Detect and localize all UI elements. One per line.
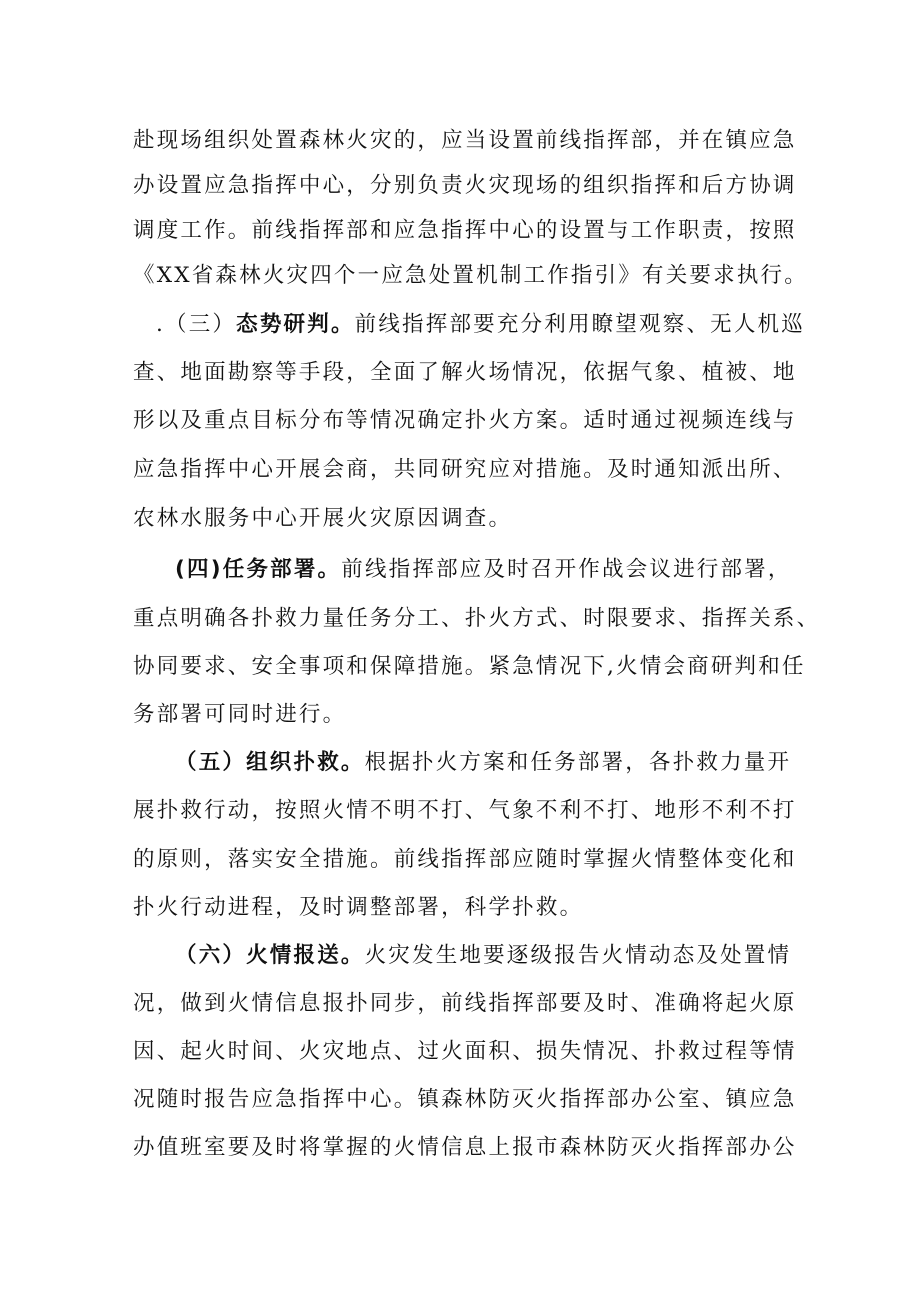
section-number: .（三） (156, 312, 237, 337)
text-line (133, 1085, 803, 1115)
line-text: 根据扑火方案和任务部署，各扑救力量开 (364, 750, 792, 775)
line-text: 形以及重点目标分布等情况确定扑火方案。适时通过视频连线与 (133, 408, 797, 433)
section-title: 态势研判。 (236, 312, 355, 337)
line-text: 调度工作。前线指挥部和应急指挥中心的设置与工作职责，按照 (133, 218, 797, 243)
line-text: 况，做到火情信息报扑同步，前线指挥部要及时、准确将起火原 (133, 991, 797, 1016)
text-line (133, 700, 803, 730)
section-heading-line (175, 748, 845, 778)
line-text: 《XX省森林火灾四个一应急处置机制工作指引》有关要求执行。 (133, 263, 808, 288)
line-text: 前线指挥部要充分利用瞭望观察、无人机巡 (354, 312, 805, 337)
line-text: 的原则，落实安全措施。前线指挥部应随时掌握火情整体变化和 (133, 847, 797, 872)
line-text: 扑火行动进程，及时调整部署，科学扑救。 (133, 895, 584, 920)
section-heading-line (175, 555, 845, 585)
line-text: 前线指挥部应及时召开作战会议进行部署， (341, 557, 792, 582)
line-text: 务部署可同时进行。 (133, 702, 347, 727)
section-title: （五）组织扑救。 (175, 750, 365, 775)
text-line (133, 796, 803, 826)
line-text: 火灾发生地要逐级报告火情动态及处置情 (364, 943, 792, 968)
line-text: 办值班室要及时将掌握的火情信息上报市森林防灭火指挥部办公 (133, 1135, 797, 1160)
text-line (133, 261, 808, 291)
text-line (133, 845, 803, 875)
line-text: 查、地面勘察等手段，全面了解火场情况，依据气象、植被、地 (133, 360, 797, 385)
line-text: 展扑救行动，按照火情不明不打、气象不利不打、地形不利不打 (133, 798, 797, 823)
text-line (133, 1037, 803, 1067)
section-heading-line (156, 310, 826, 340)
line-text: 协同要求、安全事项和保障措施。紧急情况下,火情会商研判和任 (133, 654, 806, 679)
line-text: 办设置应急指挥中心，分别负责火灾现场的组织指挥和后方协调 (133, 173, 797, 198)
line-text: 农林水服务中心开展火灾原因调查。 (133, 506, 513, 531)
text-line (133, 1133, 803, 1163)
text-line (133, 504, 803, 534)
text-line (133, 893, 803, 923)
line-text: 况随时报告应急指挥中心。镇森林防灭火指挥部办公室、镇应急 (133, 1087, 797, 1112)
line-text: 重点明确各扑救力量任务分工、扑火方式、时限要求、指挥关系、 (133, 606, 821, 631)
text-line (133, 455, 803, 485)
line-text: 因、起火时间、火灾地点、过火面积、损失情况、扑救过程等情 (133, 1039, 797, 1064)
text-line (133, 406, 803, 436)
text-line (133, 171, 803, 201)
text-line (133, 126, 803, 156)
section-title: （六）火情报送。 (175, 943, 365, 968)
text-line (133, 216, 803, 246)
text-line (133, 358, 803, 388)
text-line (133, 989, 803, 1019)
section-title: (四)任务部署。 (175, 557, 342, 582)
text-line (133, 604, 821, 634)
line-text: 赴现场组织处置森林火灾的，应当设置前线指挥部，并在镇应急 (133, 128, 797, 153)
line-text: 应急指挥中心开展会商，共同研究应对措施。及时通知派出所、 (133, 457, 797, 482)
text-line (133, 652, 806, 682)
section-heading-line (175, 941, 845, 971)
